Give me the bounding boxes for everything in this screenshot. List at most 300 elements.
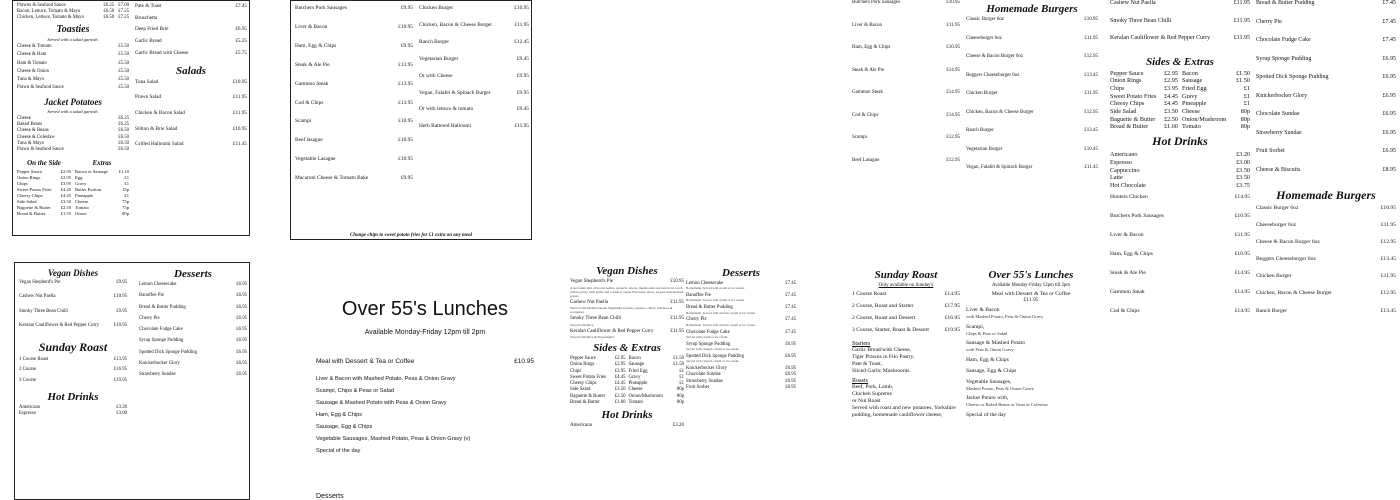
menu-item-price: £10.95 (1234, 212, 1250, 219)
extras-list (75, 156, 129, 218)
menu-item-price: £5.25 (235, 38, 247, 45)
menu-item-price: £7.45 (785, 329, 796, 335)
menu-item-price: £6.50 (118, 134, 129, 140)
menu-item-name: Cheeseburger 6oz (1256, 222, 1297, 229)
menu-item-name: Tomato (1182, 123, 1201, 131)
menu-item-price: 75p (122, 205, 129, 211)
menu-item-price: £11.95 (670, 299, 684, 305)
menu-item (1110, 270, 1250, 277)
menu-item-name: Bread & Butter Pudding (139, 304, 186, 310)
menu-item (1110, 151, 1250, 159)
menu-item-price: £6.95 (785, 378, 796, 384)
menu-item-price: £4.45 (1164, 100, 1178, 108)
menu-item-price: £6.95 (236, 349, 247, 355)
menu-item-name: 1 Course Roast (852, 291, 887, 297)
menu-item-name: Pineapple (75, 192, 94, 198)
menu-item (1256, 290, 1396, 297)
menu-item-name: Side Salad (17, 199, 37, 205)
menu-item-name: Side Salad (1110, 108, 1137, 116)
menu-item-name: Onion/Mushroom (1182, 115, 1227, 123)
menu-item-price: £3.00 (116, 411, 127, 417)
menu-item-price: 80p (676, 387, 684, 393)
spacer (139, 379, 247, 384)
menu-item-price: £12.95 (1380, 239, 1396, 246)
menu-item-price: 80p (676, 393, 684, 399)
menu-item (295, 137, 413, 144)
menu-item-name: Ham, Egg & Chips (1110, 250, 1153, 257)
menu-item-price: £4.45 (614, 374, 626, 380)
menu-item-name: Cheese & Coleslaw (17, 134, 55, 140)
menu-item-name: Tomato (75, 205, 89, 211)
menu-item-price: £5.50 (118, 52, 129, 58)
menu-item-price: £6.95 (236, 372, 247, 378)
menu-item-price: £13.45 (1380, 256, 1396, 263)
desserts-title: Desserts (722, 267, 760, 279)
spacer (1256, 212, 1396, 222)
spacer (295, 106, 413, 118)
menu-item (1182, 123, 1250, 131)
over55-item-desc: Chips & Peas or Salad (966, 330, 1008, 336)
menu-item (1110, 232, 1250, 239)
jacket-subtitle: Served with a salad garnish. (47, 108, 99, 114)
menu-item-price: £14.95 (1234, 270, 1250, 277)
menu-item-name: Beggers Cheeseburger 6oz (966, 72, 1020, 78)
menu-item-price: £6.50 (118, 147, 129, 153)
menu-item (295, 5, 413, 12)
sides-left (570, 356, 626, 406)
menu-item-name: Classic Burger 6oz (966, 17, 1004, 22)
menu-item-name: Gammon Steak (295, 80, 329, 87)
menu-item-name: Butchers Pork Sausages (1110, 212, 1164, 219)
menu-item-price: £9.95 (400, 175, 413, 182)
menu-item-name: Pate & Toast (135, 3, 162, 9)
menu-item-price: £6.95 (1382, 148, 1396, 154)
spacer (966, 79, 1098, 91)
desserts-col-right (1256, 0, 1396, 500)
menu-item-name: Tuna & Mayo (17, 140, 45, 146)
menu-item-desc: Served with custard, cream or ice cream. (686, 359, 740, 364)
menu-item-name: Fried Egg (1182, 84, 1207, 92)
menu-item (19, 411, 127, 417)
menu-item (1256, 256, 1396, 263)
menu-item-name: Strawberry Sundae (1256, 129, 1302, 136)
spacer (1110, 220, 1250, 232)
menu-item-price: £11.95 (1234, 231, 1250, 238)
menu-item-name: Cheese (628, 387, 643, 393)
menu-item-name: 3 Course (19, 377, 37, 383)
menu-item-price: £6.50 (118, 140, 129, 146)
menu-item-price: 15p (122, 186, 129, 192)
menu-item (295, 156, 413, 163)
spacer (1256, 298, 1396, 308)
menu-item (419, 5, 529, 12)
sides-extras-title: Sides & Extras (593, 342, 661, 354)
over55-main-row (316, 358, 534, 365)
menu-item-price: £3.50 (1236, 174, 1250, 182)
menu-item (686, 385, 796, 391)
menu-item (17, 211, 71, 217)
menu-item-desc: Served with Rice & Poppadom's (570, 335, 615, 339)
sides-right (1182, 70, 1250, 132)
over55-panel (300, 290, 550, 500)
menu-item-price: £3.20 (1236, 151, 1250, 159)
menu-item-price: £6.95 (1382, 129, 1396, 136)
menu-item (1256, 222, 1396, 229)
roast-item: Beef, Pork, Lamb, (852, 384, 894, 391)
menu-item-name: Scampi (852, 135, 867, 140)
menu-item-price: £3.75 (1236, 181, 1250, 189)
menu-item-price: £6.50 (103, 9, 115, 14)
menu-item-price: £12.45 (514, 38, 529, 45)
menu-item-price: £9.45 (516, 55, 529, 62)
spacer (419, 12, 529, 22)
menu-item-name: Gravy (628, 374, 641, 380)
menu-item-name: Cherry Pie (686, 317, 707, 323)
menu-item-name: 2 Course, Roast and Dessert (852, 315, 916, 322)
menu-item-price: £3.20 (672, 423, 684, 429)
over55-desserts-label: Desserts (316, 493, 344, 500)
menu-item-name: 2 Course, Roast and Starter (852, 303, 914, 310)
menu-item-name: Chocolate Fudge Cake (686, 329, 730, 335)
menu-item-name: Chicken, Bacon & Cheese Burger (419, 21, 493, 28)
spacer (419, 80, 529, 90)
spacer (135, 85, 247, 94)
on-the-side-title: On the Side (27, 158, 61, 167)
menu-item-name: Hunters Chicken (1110, 193, 1148, 200)
menu-item (135, 26, 247, 33)
menu-item-price: £2.95 (614, 362, 626, 368)
menu-item-price: £19.95 (944, 327, 960, 334)
menu-item-name: Ranch Burger (966, 128, 994, 133)
menu-item (419, 90, 529, 97)
menu-item-price: £1 (1243, 92, 1250, 100)
menu-item-name: Fruit Sorbet (686, 384, 710, 390)
spacer (1256, 63, 1396, 74)
menu-item-price: £6.95 (236, 327, 247, 333)
menu-item-name: Onion Rings (17, 174, 41, 180)
menu-item-price: £12.95 (946, 157, 960, 163)
over55-main (966, 291, 1096, 303)
menu-item-price: £3.95 (60, 180, 71, 186)
menu-item-price: 80p (1240, 123, 1250, 131)
menu-item-name: Liver & Bacon (1110, 231, 1144, 238)
menu-item-price: £6.95 (785, 365, 796, 371)
spacer (1256, 82, 1396, 93)
menu-item-desc: Served with Rice (570, 322, 594, 327)
menu-item-name: Cheese (1182, 108, 1200, 116)
salads-title: Salads (176, 64, 206, 77)
menu-item-price: £7.45 (785, 293, 796, 299)
menu-card-vegan-desserts (14, 262, 250, 500)
menu-spread-right (846, 0, 1102, 500)
toasties-title: Toasties (56, 24, 90, 35)
sides-grid (570, 356, 684, 406)
sides-extras-wrap (17, 156, 129, 218)
menu-item-name: Cheese & Bacon Burger 6oz (1256, 239, 1320, 246)
footer-note: Change chips to sweet potato fries for £1 extra on any meal (349, 233, 473, 238)
over55-item-name: Scampi, (966, 323, 985, 330)
menu-item-price: £6.95 (785, 372, 796, 378)
menu-item (570, 400, 626, 406)
menu-item (1256, 273, 1396, 280)
spacer (1256, 229, 1396, 239)
menu-item-name: Latte (1110, 174, 1123, 182)
menu-item (1110, 308, 1250, 315)
menu-item (1110, 0, 1250, 8)
spacer (1110, 258, 1250, 270)
menu-item-name: Bacon (1182, 69, 1198, 77)
menu-item-name: Cheese & Beans (17, 128, 49, 134)
vegan-dishes-title: Vegan Dishes (596, 265, 658, 277)
menu-item-price: £10.95 (1084, 17, 1098, 22)
spacer (966, 116, 1098, 128)
spacer (1256, 8, 1396, 19)
menu-item-name: Smoky Three Bean Chilli (570, 316, 622, 321)
menu-item (1182, 70, 1250, 78)
menu-item-price: £7.45 (1382, 37, 1396, 43)
menu-item-price: £14.95 (1234, 289, 1250, 296)
menu-item-name: Banoffee Pie (686, 293, 711, 299)
menu-spread-far-right (1106, 0, 1400, 500)
menu-item-name: Steak & Ale Pie (1110, 270, 1146, 277)
spacer (852, 164, 960, 180)
menu-item-name: Smoky Three Bean Chilli (19, 308, 69, 314)
menu-item-name: Fruit Sorbet (1256, 148, 1285, 154)
spread-right-col (686, 0, 846, 500)
menu-item-price: £14.95 (946, 112, 960, 118)
menu-item-price: £13.95 (113, 357, 127, 363)
menu-item-price: £11.95 (670, 328, 684, 334)
over55-item-name: Liver & Bacon (966, 307, 1000, 313)
over55-item-name: Special of the day (966, 411, 1007, 418)
spacer (1256, 45, 1396, 56)
menu-item-price: £9.95 (516, 89, 529, 96)
menu-item-name: Chicken Burger (966, 91, 998, 96)
menu-item-price: £9.95 (400, 42, 413, 49)
spacer (1256, 246, 1396, 256)
menu-item-name: 1 Course Roast (19, 357, 49, 363)
menu-item-name: Scampi (295, 118, 312, 125)
spacer (1110, 315, 1250, 327)
spacer (17, 92, 129, 94)
menu-item-name: Sausage (628, 362, 645, 368)
menu-item-name: Cheese & Bacon Burger 6oz (966, 54, 1024, 59)
menu-item (1110, 194, 1250, 201)
menu-item-price: £13.95 (398, 80, 413, 87)
menu-item-name: Onion Rings (1110, 77, 1142, 85)
mains-col (295, 1, 413, 239)
menu-item-price: £2.95 (60, 174, 71, 180)
menu-item (1110, 174, 1250, 182)
menu-item-name: Syrup Sponge Pudding (686, 341, 731, 347)
menu-item-name: Cheese (17, 115, 31, 121)
menu-item-name: Steak & Ale Pie (852, 67, 885, 73)
menu-item (295, 43, 413, 50)
menu-item (1256, 308, 1396, 315)
menu-item (1256, 239, 1396, 246)
menu-item-name: Or with Cheese (419, 72, 453, 79)
menu-item-name: Lemon Cheesecake (686, 281, 724, 286)
menu-item-name: Cheese & Biscuits (1256, 166, 1301, 173)
menu-item-name: Syrup Sponge Pudding (1256, 55, 1312, 62)
over55-item-name: Jacket Potato with, (966, 395, 1009, 402)
menu-item-name: Espresso (1110, 158, 1132, 166)
menu-item-desc: A succulent mix of brown lentils, spinach, onions, mushrooms and carrots in a rich tomato gravy with garlic and a dash of vegan Worcester sauce, topped with mashed potato. (570, 285, 684, 298)
menu-item-desc: Homemade. Served with cream or ice cream. (686, 286, 745, 291)
menu-item-name: Cheesy Chips (1110, 100, 1145, 108)
menu-item-price: £1 (1243, 84, 1250, 92)
menu-item-name: Pepper Sauce (17, 168, 42, 174)
menu-item-price: £5.50 (118, 60, 129, 66)
menu-item (1256, 37, 1396, 45)
hot-drinks-title: Hot Drinks (1152, 134, 1208, 149)
menu-item-price: £7.45 (1382, 0, 1396, 6)
menu-item-price: £6.95 (1382, 111, 1396, 117)
menu-item (135, 79, 247, 86)
menu-item-price: £11.95 (670, 316, 684, 321)
over55-main-price: £10.95 (514, 358, 534, 365)
menu-item (295, 175, 413, 182)
menu-item-name: Cheesy Chips (17, 192, 43, 198)
spacer (135, 132, 247, 141)
menu-item-price: £1.55 (60, 211, 71, 217)
menu-item-name: Bread & Butter Pudding (686, 305, 733, 311)
spacer (966, 98, 1098, 110)
spacer (135, 117, 247, 126)
menu-item-price: £2.95 (614, 356, 626, 361)
menu-item-price: £6.95 (1382, 55, 1396, 62)
menu-item-price: £9.95 (400, 5, 413, 11)
spacer (966, 42, 1098, 54)
over55-option: Sausage, Egg & Chips (316, 424, 373, 430)
menu-item-name: Ham, Egg & Chips (295, 42, 337, 49)
menu-item-name: Cashew Nut Paella (570, 299, 609, 305)
menu-item (135, 110, 247, 117)
menu-item-name: Deep Fried Brie (135, 26, 169, 33)
menu-item-price: £7.45 (785, 317, 796, 323)
menu-item-price: £11.95 (232, 94, 247, 101)
menu-item (629, 400, 685, 406)
menu-item-name: Chicken, Bacon & Cheese Burger (1256, 290, 1332, 297)
spacer (19, 301, 127, 309)
menu-item-price: £10.95 (398, 137, 413, 144)
menu-item-name: Vegetarian Burger (966, 146, 1003, 152)
menu-item-desc: Served with custard, cream or ice cream. (686, 347, 740, 351)
menu-item-price: 80p (1240, 115, 1250, 123)
menu-item-name: Cod & Chips (295, 99, 324, 106)
menu-item-name: Ranch Burger (419, 38, 449, 45)
over55-main-label: Meal with Dessert & Tea or Coffee (991, 291, 1071, 297)
spacer (1110, 277, 1250, 289)
over55-option: Ham, Egg & Chips (316, 412, 363, 418)
menu-item (1256, 205, 1396, 212)
menu-item-price: £5.75 (235, 49, 247, 56)
menu-item-name: Cod & Chips (1110, 308, 1140, 315)
menu-item-price: £6.95 (785, 341, 796, 347)
spacer (135, 148, 247, 157)
menu-item-name: Cheese & Tomato (17, 44, 52, 49)
menu-item-name: Cheeseburger 6oz (966, 35, 1002, 41)
over55-options (316, 373, 550, 457)
col-right (135, 1, 247, 235)
menu-item-name: Americano (1110, 151, 1138, 159)
over55-option: Scampi, Chips & Peas or Salad (316, 388, 395, 394)
menu-item-price: £10.95 (1380, 205, 1396, 211)
menu-item (1256, 93, 1396, 101)
col-left (17, 1, 129, 235)
menu-item-price: £2.95 (1164, 69, 1178, 77)
menu-card-mains (290, 0, 532, 240)
menu-item-name: Cashew Nut Paella (1110, 0, 1156, 6)
menu-item (1182, 77, 1250, 85)
spacer (1256, 100, 1396, 111)
menu-item-price: £2.50 (1164, 115, 1178, 123)
menu-item-name: Chips (1110, 84, 1125, 92)
menu-item (135, 50, 247, 57)
menu-item-price: £1.60 (614, 400, 626, 406)
menu-item (419, 123, 529, 130)
menu-item-name: Cheese (75, 199, 89, 205)
spacer (966, 172, 1098, 184)
menu-item-price: £6.50 (103, 15, 115, 20)
menu-item-price: £12.95 (1084, 54, 1098, 59)
menu-item-name: Ranch Burger (1256, 307, 1288, 314)
menu-item-name: Espresso (19, 411, 37, 417)
menu-item-price: £6.95 (236, 293, 247, 299)
menu-item-price: £6.95 (236, 338, 247, 344)
menu-item-price: 80p (1240, 108, 1250, 116)
spacer (419, 29, 529, 39)
spacer (19, 329, 127, 337)
menu-item-name: Or with lettuce & tomato (419, 106, 474, 113)
menu-item (1256, 56, 1396, 64)
menu-item-price: £2.50 (60, 205, 71, 211)
over55-item-desc: with Peas & Onion Gravy (966, 347, 1014, 353)
menu-item-name: Chicken & Bacon Salad (135, 109, 185, 116)
menu-item-name: Lemon Cheesecake (139, 282, 177, 287)
menu-item-name: Vegetable Lasagne (295, 156, 336, 163)
menu-item-name: Baguette & Butter (570, 393, 606, 399)
menu-item-name: Americano (19, 405, 41, 411)
desserts-col (139, 263, 247, 499)
menu-item (852, 315, 960, 322)
menu-item-name: Vegan, Falafel & Spinach Burger (966, 165, 1033, 170)
menu-item-name: Prawns & Seafood Sauce (17, 3, 66, 8)
over55-item-name: Ham, Egg & Chips (966, 356, 1009, 363)
menu-item-price: £10.95 (113, 294, 127, 300)
menu-item-name: 3 Course, Starter, Roast & Dessert (852, 327, 929, 334)
menu-item-price: £11.95 (1380, 222, 1396, 229)
menu-item-price: £11.95 (514, 21, 529, 28)
menu-item-name: Chocolate Sundae (1256, 111, 1300, 117)
menu-item-price: £14.95 (1234, 193, 1250, 200)
menu-item-name: Prawn & Seafood Sauce (17, 85, 64, 91)
menu-item-name: Gravy (1182, 92, 1198, 100)
menu-item-name: Chocolate Fudge Cake (1256, 37, 1311, 43)
menu-item-name: Steak & Ale Pie (295, 61, 330, 68)
menu-item (1256, 0, 1396, 8)
over55-option: Special of the day (316, 448, 361, 454)
over55-title: Over 55's Lunches (341, 298, 509, 320)
menu-item-price: £1.50 (673, 362, 684, 368)
menu-item-name: Bread & Butter Pudding (1256, 0, 1315, 6)
over55-option: Liver & Bacon with Mashed Potato, Peas & Onion Gravy (316, 376, 456, 382)
menu-item (1110, 123, 1178, 131)
spacer (852, 52, 960, 68)
menu-item-name: Knickerbocker Glory (139, 361, 180, 367)
menu-item-price: £1.50 (1236, 77, 1250, 85)
spacer (295, 125, 413, 137)
